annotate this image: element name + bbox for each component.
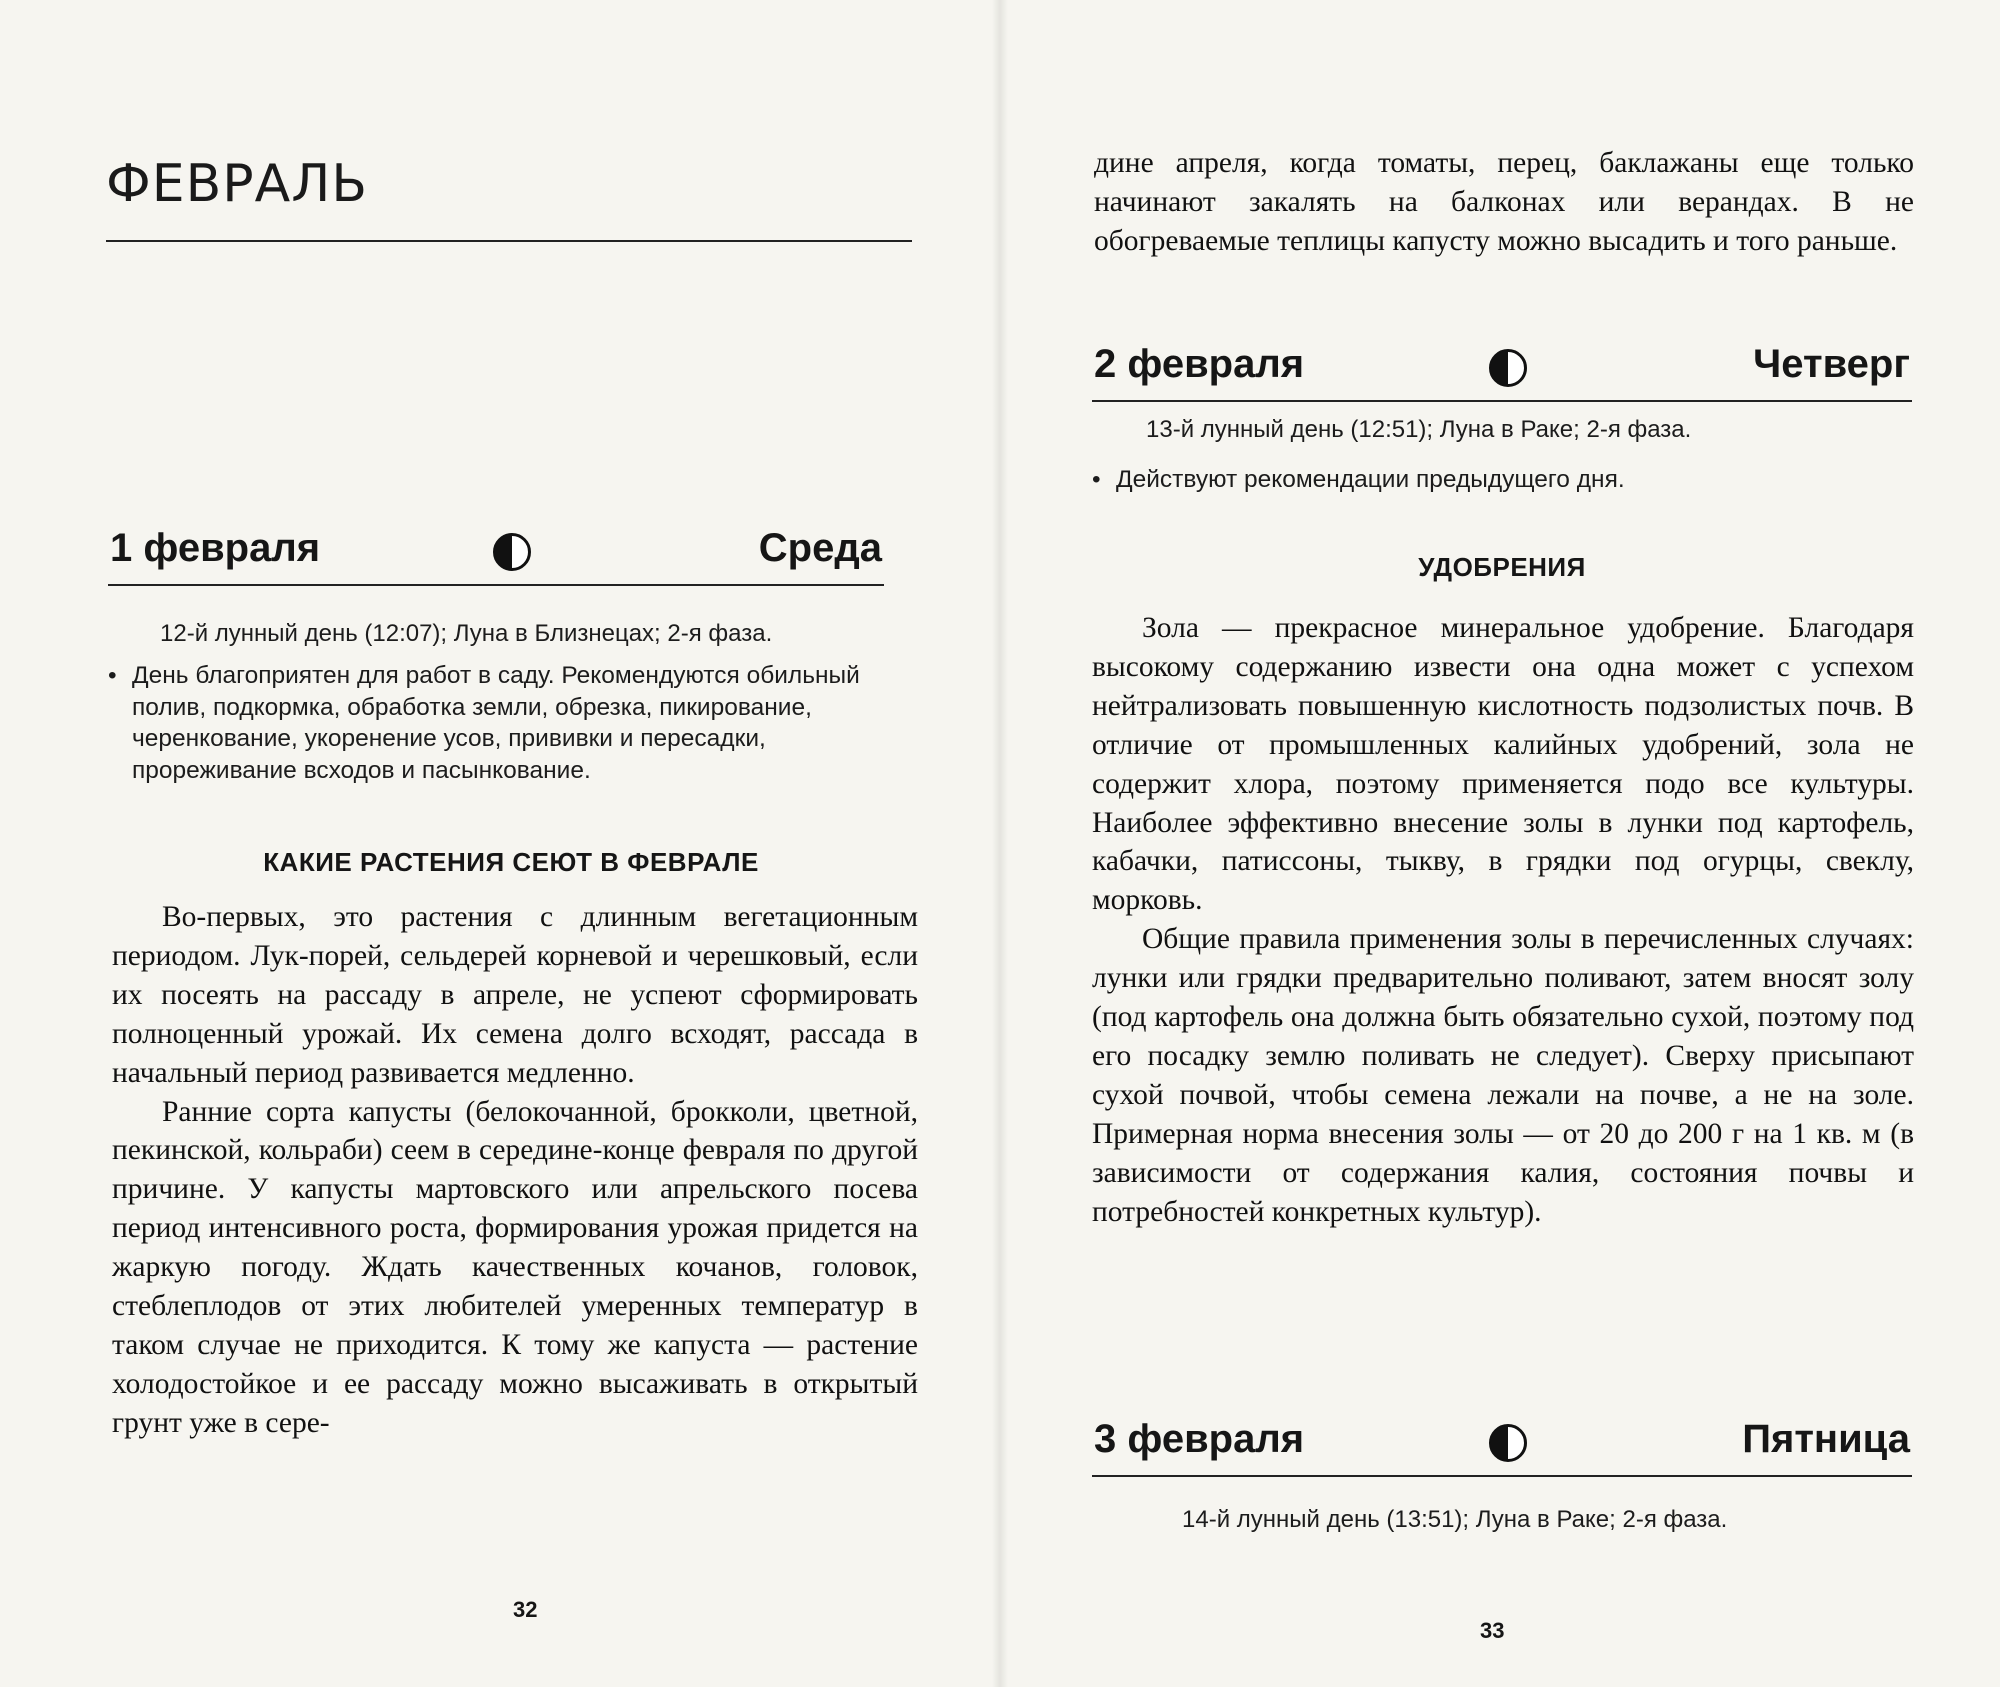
- page-number: 32: [513, 1597, 538, 1622]
- day-header-feb-1: [108, 526, 884, 588]
- recommendation-bullet: [108, 660, 914, 786]
- day-weekday: Четверг: [1753, 342, 1910, 386]
- paragraph: Общие правила применения золы в перечисленных случаях: лунки или грядки предварительно поливают, затем вносят золу (под картофель она должна быть обязательно сухой, поэтому под его посадку землю поливать не следует). Сверху присыпают сухой почвой, чтобы семена лежали на почве, а не на золе. Примерная норма внесения золы — от 20 до 200 г на 1 кв. м (в зависимости от содержания калия, состояния почвы и потребностей конкретных культур).: [1092, 923, 1914, 1228]
- section-title: УДОБРЕНИЯ: [1418, 552, 1586, 582]
- day-header-feb-2: [1092, 342, 1912, 404]
- day-date: 2 февраля: [1094, 342, 1305, 386]
- day-weekday: Среда: [758, 526, 882, 570]
- paragraph: Зола — прекрасное минеральное удобрение. Благодаря высокому содержанию извести она одна может с успехом нейтрализовать повышенную кислотность подзолистых почв. В отличие от промышленных калийных удобрений, зола не содержит хлора, поэтому применяется подо все культуры. Наиболее эффективно внесение золы в лунки под картофель, кабачки, патиссоны, тыкву, в грядки под огурцы, свеклу, морковь.: [1092, 612, 1914, 917]
- article-body-right: [1092, 609, 1914, 1232]
- page-number: 33: [1480, 1618, 1505, 1643]
- right-page: [1000, 0, 2000, 1687]
- day-header-rule: [1092, 400, 1912, 402]
- lunar-info: 13-й лунный день (12:51); Луна в Раке; 2-я фаза.: [1146, 416, 1692, 443]
- lunar-info: 14-й лунный день (13:51); Луна в Раке; 2-я фаза.: [1182, 1506, 1728, 1533]
- day-header-rule: [1092, 1475, 1912, 1477]
- first-quarter-moon-icon: [1488, 348, 1528, 388]
- recommendation-text: Действуют рекомендации предыдущего дня.: [1116, 466, 1625, 493]
- month-title-rule: [106, 240, 912, 242]
- article-body-left: [112, 898, 918, 1443]
- bullet-dot-icon: •: [1092, 466, 1101, 493]
- bullet-dot-icon: •: [108, 662, 117, 689]
- first-quarter-moon-icon: [492, 532, 532, 572]
- recommendation-text: День благоприятен для работ в саду. Рекомендуются обильный полив, подкормка, обработка земли, обрезка, пикирование, черенкование, укоренение усов, прививки и пересадки, прореживание всходов и пасынкование.: [132, 662, 860, 784]
- continuation-text: [1094, 144, 1914, 261]
- recommendation-bullet: [1092, 464, 1912, 496]
- day-date: 1 февраля: [110, 526, 321, 570]
- paragraph: дине апреля, когда томаты, перец, баклажаны еще только начинают закалять на балконах или верандах. В не обогреваемые теплицы капусту можно высадить и того раньше.: [1094, 147, 1914, 257]
- day-weekday: Пятница: [1742, 1417, 1910, 1461]
- day-date: 3 февраля: [1094, 1417, 1305, 1461]
- day-header-feb-3: [1092, 1417, 1912, 1479]
- first-quarter-moon-icon: [1488, 1423, 1528, 1463]
- day-header-rule: [108, 584, 884, 586]
- paragraph: Ранние сорта капусты (белокочанной, брокколи, цветной, пекинской, кольраби) сеем в середине-конце февраля по другой причине. У капусты мартовского или апрельского посева период интенсивного роста, формирования урожая придется на жаркую погоду. Ждать качественных кочанов, головок, стеблеплодов от этих любителей умеренных температур в таком случае не приходится. К тому же капуста — растение холодостойкое и ее рассаду можно высаживать в открытый грунт уже в сере-: [112, 1095, 918, 1439]
- lunar-info: 12-й лунный день (12:07); Луна в Близнецах; 2-я фаза.: [160, 620, 773, 647]
- section-title: КАКИЕ РАСТЕНИЯ СЕЮТ В ФЕВРАЛЕ: [263, 847, 759, 877]
- month-title: ФЕВРАЛЬ: [106, 154, 368, 214]
- paragraph: Во-первых, это растения с длинным вегетационным периодом. Лук-порей, сельдерей корневой и черешковый, если их посеять на рассаду в апреле, не успеют сформировать полноценный урожай. Их семена долго всходят, рассада в начальный период развивается медленно.: [112, 901, 918, 1089]
